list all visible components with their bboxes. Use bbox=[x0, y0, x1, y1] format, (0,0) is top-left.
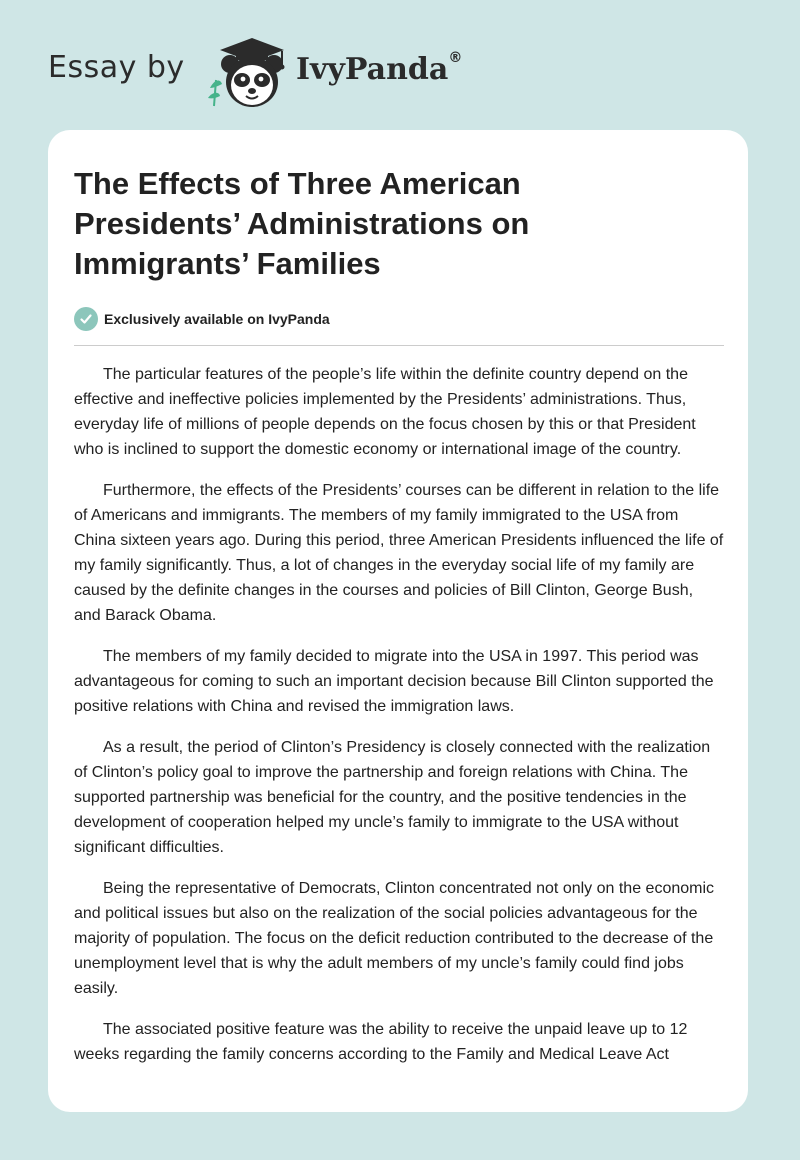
brand-name: IvyPanda® bbox=[296, 50, 463, 87]
page-title: The Effects of Three American Presidents’ Administrations on Immigrants’ Families bbox=[74, 166, 530, 281]
paragraph: As a result, the period of Clinton’s Presidency is closely connected with the realization of Clinton’s policy goal to improve the partnership and foreign relations with China. The supported partnership was beneficial for the country, and the positive tendencies in the development of cooperation helped my uncle’s family to immigrate to the USA without significant difficulties. bbox=[74, 739, 711, 856]
divider bbox=[74, 345, 724, 346]
registered-mark: ® bbox=[448, 50, 463, 66]
essay-body bbox=[74, 362, 724, 1083]
exclusive-badge bbox=[74, 306, 330, 332]
essay-by-label: Essay by bbox=[48, 50, 185, 85]
paragraph: Furthermore, the effects of the Presidents’ courses can be different in relation to the life of Americans and immigrants. The members of my family immigrated to the USA from China sixteen years ago. During this period, three American Presidents influenced the life of my family significantly. Thus, a lot of changes in the everyday social life of my family are caused by the definite changes in the courses and policies of Bill Clinton, George Bush, and Barack Obama. bbox=[74, 482, 724, 624]
site-header bbox=[48, 34, 548, 114]
exclusive-label: Exclusively available on IvyPanda bbox=[104, 311, 330, 327]
check-circle-icon bbox=[74, 307, 98, 331]
paragraph: The associated positive feature was the ability to receive the unpaid leave up to 12 weeks regarding the family concerns according to the Family and Medical Leave Act bbox=[74, 1021, 688, 1063]
paragraph: The members of my family decided to migrate into the USA in 1997. This period was advantageous for coming to such an important decision because Bill Clinton supported the positive relations with China and revised the immigration laws. bbox=[74, 648, 714, 715]
essay-card bbox=[48, 130, 748, 1112]
panda-graduate-icon bbox=[200, 36, 292, 112]
paragraph: Being the representative of Democrats, Clinton concentrated not only on the economic and political issues but also on the realization of the social policies advantageous for the majority of population. The focus on the deficit reduction contributed to the decrease of the unemployment level that is why the adult members of my uncle’s family could find jobs easily. bbox=[74, 880, 715, 997]
paragraph: The particular features of the people’s life within the definite country depend on the effective and ineffective policies implemented by the Presidents’ administrations. Thus, everyday life of millions of people depends on the focus chosen by this or that President who is inclined to support the domestic economy or international image of the country. bbox=[74, 366, 696, 458]
